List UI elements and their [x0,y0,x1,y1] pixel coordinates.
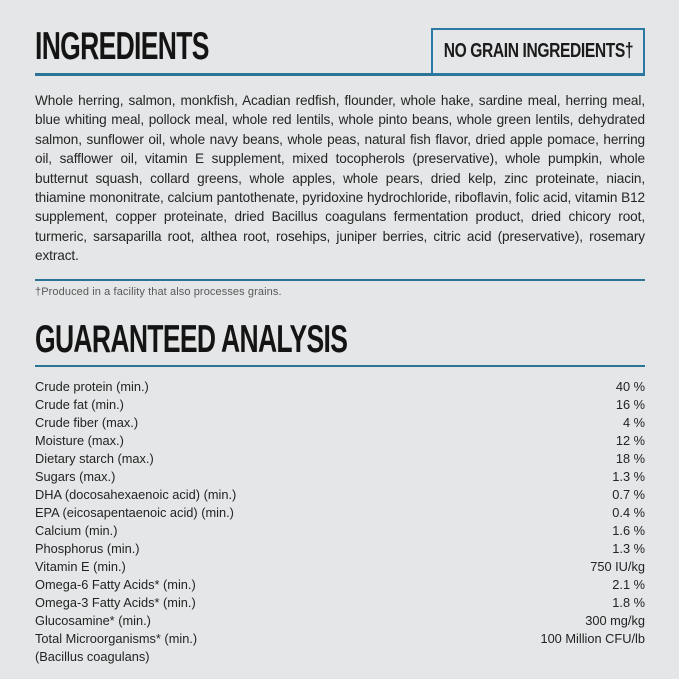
analysis-label: EPA (eicosapentaenoic acid) (min.) [35,505,234,521]
analysis-value: 40 % [615,379,645,395]
analysis-label: DHA (docosahexaenoic acid) (min.) [35,487,237,503]
analysis-value: 100 Million CFU/lb [540,631,645,647]
analysis-label: Omega-3 Fatty Acids* (min.) [35,595,196,611]
analysis-value: 12 % [615,433,645,449]
analysis-label: Crude fat (min.) [35,397,124,413]
analysis-value: 4 % [622,415,645,431]
analysis-row [35,540,645,558]
analysis-row [35,630,645,648]
guaranteed-analysis-header [35,319,645,368]
ingredients-title: INGREDIENTS [35,25,209,68]
analysis-value: 300 mg/kg [585,613,645,629]
guaranteed-analysis-table [35,378,645,666]
analysis-row [35,558,645,576]
analysis-row [35,432,645,450]
ingredients-header [35,26,645,76]
analysis-label: Crude fiber (max.) [35,415,139,431]
analysis-row [35,576,645,594]
analysis-value: 1.3 % [612,541,645,557]
analysis-label: Total Microorganisms* (min.) [35,631,198,647]
analysis-value: 1.3 % [612,469,645,485]
analysis-label: Vitamin E (min.) [35,559,126,575]
analysis-label: Crude protein (min.) [35,379,149,395]
analysis-label: Sugars (max.) [35,469,116,485]
analysis-row [35,594,645,612]
grain-facility-footnote: †Produced in a facility that also processes grains. [35,285,282,298]
analysis-value: 1.8 % [612,595,645,611]
ingredients-text: Whole herring, salmon, monkfish, Acadian redfish, flounder, whole hake, sardine meal, herring meal, blue whiting meal, pollock meal, whole red lentils, whole pinto beans, whole green lentils, dehydrated salmon, sunflower oil, whole navy beans, whole peas, natural fish flavor, dried apple pomace, herring oil, safflower oil, vitamin E supplement, mixed tocopherols (preservative), whole pumpkin, whole butternut squash, collard greens, whole apples, whole pears, dried kelp, zinc proteinate, niacin, thiamine mononitrate, calcium pantothenate, pyridoxine hydrochloride, riboflavin, folic acid, vitamin B12 supplement, copper proteinate, dried Bacillus coagulans fermentation product, dried chicory root, turmeric, sarsaparilla root, althea root, rosehips, juniper berries, citric acid (preservative), rosemary extract. [35,92,645,264]
footnote-divider [35,279,645,281]
analysis-row [35,450,645,468]
analysis-value: 2.1 % [612,577,645,593]
analysis-label: Phosphorus (min.) [35,541,140,557]
analysis-row [35,486,645,504]
analysis-row [35,522,645,540]
no-grain-badge-text: NO GRAIN INGREDIENTS† [443,39,633,62]
analysis-value: 16 % [615,397,645,413]
analysis-value: 18 % [615,451,645,467]
analysis-row [35,612,645,630]
analysis-value: 1.6 % [612,523,645,539]
analysis-row [35,648,645,666]
analysis-row [35,468,645,486]
analysis-label: Moisture (max.) [35,433,124,449]
guaranteed-analysis-title: GUARANTEED ANALYSIS [35,317,348,361]
analysis-value: 0.4 % [612,505,645,521]
analysis-row [35,414,645,432]
analysis-value: 750 IU/kg [590,559,645,575]
analysis-label: Calcium (min.) [35,523,118,539]
analysis-row [35,378,645,396]
analysis-label: Dietary starch (max.) [35,451,154,467]
analysis-row [35,504,645,522]
analysis-label: Glucosamine* (min.) [35,613,151,629]
analysis-label: (Bacillus coagulans) [35,649,150,665]
no-grain-badge [431,28,645,75]
analysis-row [35,396,645,414]
analysis-label: Omega-6 Fatty Acids* (min.) [35,577,196,593]
analysis-value: 0.7 % [612,487,645,503]
